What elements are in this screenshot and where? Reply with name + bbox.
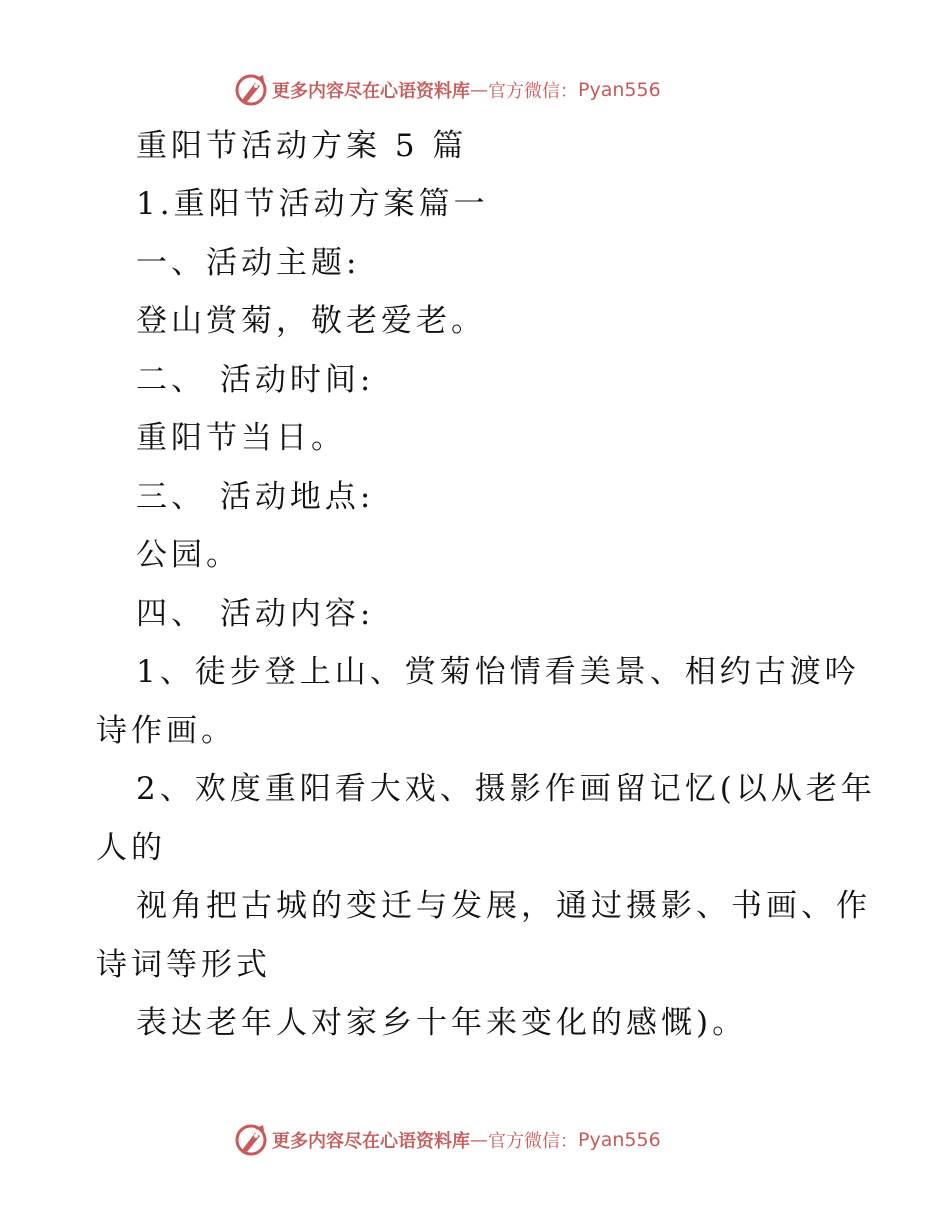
watermark-suffix: 官方微信：	[488, 81, 578, 102]
watermark-suffix: 官方微信：	[488, 1131, 578, 1152]
paragraph-location: 公园。	[136, 537, 241, 573]
watermark-dash: —	[470, 79, 488, 101]
pen-nib-logo-icon	[234, 73, 268, 107]
document-title: 重阳节活动方案 5 篇	[136, 128, 468, 164]
watermark-wechat-id: Pyan556	[578, 1129, 661, 1151]
paragraph-theme: 登山赏菊，敬老爱老。	[136, 303, 486, 339]
footer-watermark	[234, 1123, 661, 1157]
paragraph-item-1-cont: 诗作画。	[96, 713, 236, 749]
paragraph-item-2-line3: 视角把古城的变迁与发展，通过摄影、书画、作	[136, 888, 871, 924]
paragraph-time: 重阳节当日。	[136, 420, 346, 456]
paragraph-item-2-line5: 表达老年人对家乡十年来变化的感慨)。	[136, 1005, 748, 1041]
subheading-location: 三、 活动地点:	[136, 479, 375, 515]
subheading-time: 二、 活动时间:	[136, 362, 375, 398]
paragraph-item-2-line4: 诗词等形式	[96, 947, 271, 983]
paragraph-item-2-cont: 人的	[96, 830, 166, 866]
header-watermark	[234, 73, 661, 107]
watermark-dash: —	[470, 1129, 488, 1151]
watermark-text: 更多内容尽在心语资料库	[272, 1131, 470, 1152]
section-heading: 1.重阳节活动方案篇一	[136, 186, 489, 222]
watermark-text: 更多内容尽在心语资料库	[272, 81, 470, 102]
paragraph-item-2: 2、欢度重阳看大戏、摄影作画留记忆(以从老年	[136, 771, 876, 807]
paragraph-item-1: 1、徒步登上山、赏菊怡情看美景、相约古渡吟	[136, 654, 860, 690]
pen-nib-logo-icon	[234, 1123, 268, 1157]
watermark-wechat-id: Pyan556	[578, 79, 661, 101]
subheading-theme: 一、活动主题:	[136, 245, 361, 281]
subheading-content: 四、 活动内容:	[136, 596, 375, 632]
